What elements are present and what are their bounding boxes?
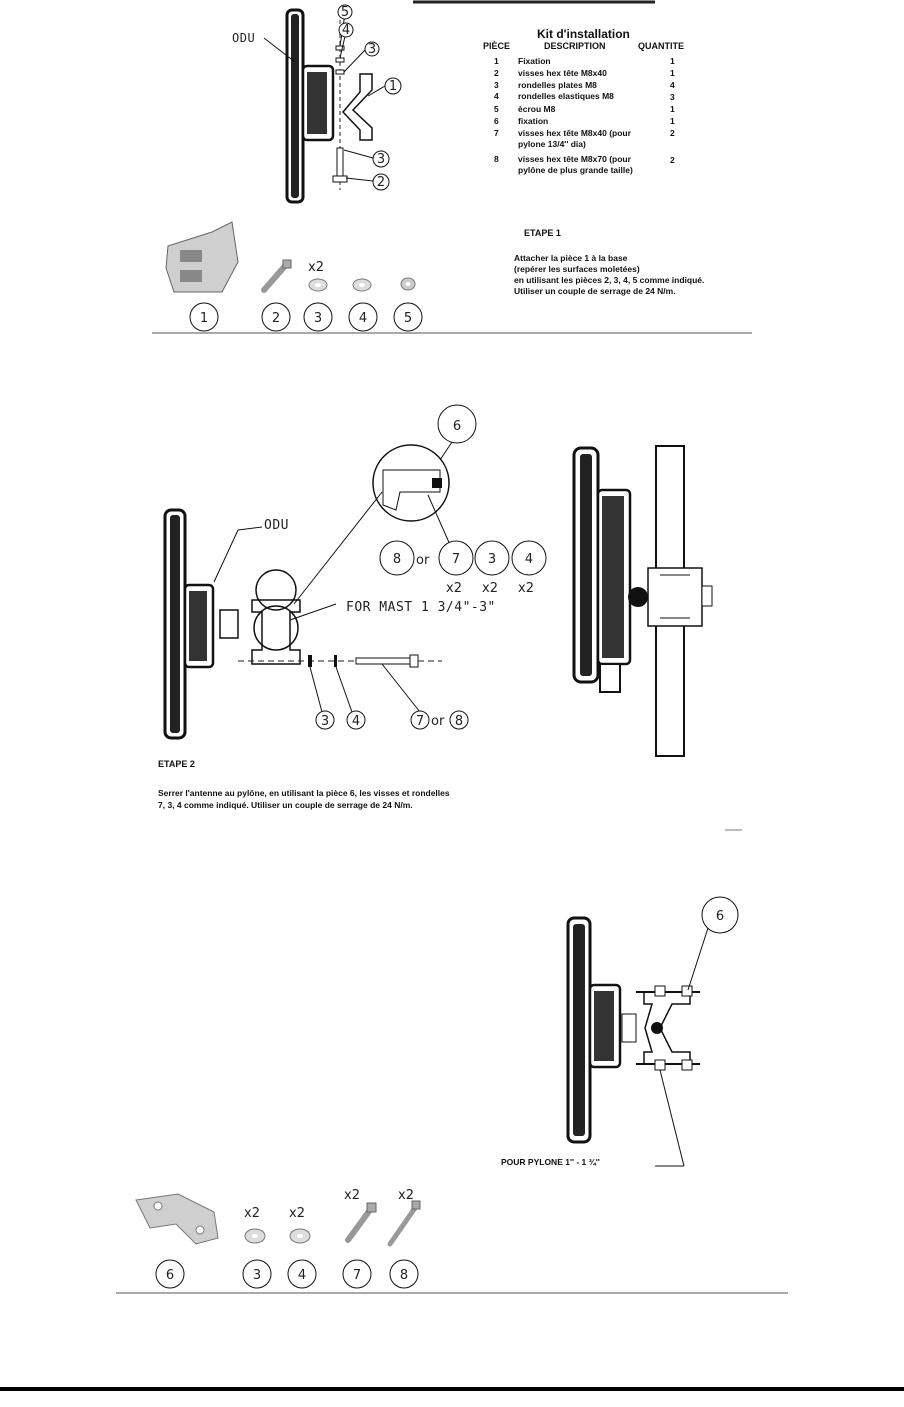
step3-part-7-number — [343, 1260, 371, 1288]
kit-row-qty: 3 — [670, 92, 675, 102]
step3-x2-b: x2 — [289, 1206, 305, 1221]
kit-row-num: 7 — [494, 128, 499, 138]
kit-row-desc: visses hex tête M8x70 (pour — [518, 154, 631, 164]
kit-row-desc: Fixation — [518, 56, 551, 66]
kit-row-qty: 2 — [670, 128, 675, 138]
kit-row-desc-cont: pylône de plus grande taille) — [518, 165, 633, 175]
kit-row-desc: visses hex tête M8x40 — [518, 68, 607, 78]
step2-title: ETAPE 2 — [158, 759, 195, 769]
step3-x2-a: x2 — [244, 1206, 260, 1221]
step2-line-1: Serrer l'antenne au pylône, en utilisant la pièce 6, les visses et rondelles — [158, 788, 450, 798]
step3-part-3-number — [243, 1260, 271, 1288]
kit-row-qty: 4 — [670, 80, 675, 90]
kit-row-num: 3 — [494, 80, 499, 90]
step3-x2-d: x2 — [398, 1188, 414, 1203]
kit-row-qty: 1 — [670, 56, 675, 66]
kit-row-num: 8 — [494, 154, 499, 164]
step3-part-8-number — [390, 1260, 418, 1288]
kit-row-qty: 1 — [670, 104, 675, 114]
svg-text:5: 5 — [403, 311, 413, 326]
step1-x2-label: x2 — [308, 260, 324, 275]
step3-caption: POUR PYLONE 1'' - 1 ¾'' — [501, 1157, 600, 1167]
kit-row-desc: ècrou M8 — [518, 104, 556, 114]
step3-callout-6 — [702, 897, 738, 933]
kit-title: Kit d'installation — [537, 27, 630, 41]
kit-row-num: 2 — [494, 68, 499, 78]
step1-line-4: Utiliser un couple de serrage de 24 N/m. — [514, 286, 676, 296]
svg-text:5: 5 — [340, 5, 350, 20]
svg-text:6: 6 — [715, 909, 725, 924]
step1-title: ETAPE 1 — [524, 228, 561, 238]
kit-row-desc: visses hex tête M8x40 (pour — [518, 128, 631, 138]
svg-text:3: 3 — [487, 552, 497, 567]
svg-text:8: 8 — [399, 1268, 409, 1283]
kit-row-desc: rondelles plates M8 — [518, 80, 597, 90]
svg-text:3: 3 — [252, 1268, 262, 1283]
svg-text:3: 3 — [376, 152, 386, 167]
svg-text:7: 7 — [415, 714, 425, 729]
svg-text:6: 6 — [452, 419, 462, 434]
svg-text:1: 1 — [388, 79, 398, 94]
step2-or-label: or — [416, 553, 430, 568]
part-4-washer-image — [290, 1229, 310, 1243]
kit-row-num: 4 — [494, 91, 499, 101]
kit-row-qty: 1 — [670, 68, 675, 78]
step2-x2-c: x2 — [518, 581, 534, 596]
kit-row-qty: 2 — [670, 155, 675, 165]
kit-header-piece: PIÈCE — [483, 41, 511, 51]
svg-text:1: 1 — [199, 311, 209, 326]
part-3-washer-image — [245, 1229, 265, 1243]
step2-odu-label: ODU — [264, 518, 289, 533]
step2-mast-label: FOR MAST 1 3/4"-3" — [346, 600, 496, 615]
part-6-bracket-image — [136, 1194, 218, 1244]
step1-line-2: (repérer les surfaces moletées) — [514, 264, 640, 274]
kit-header-quantity: QUANTITE — [638, 41, 684, 51]
step2-x2-a: x2 — [446, 581, 462, 596]
svg-text:6: 6 — [165, 1268, 175, 1283]
step3-x2-c: x2 — [344, 1188, 360, 1203]
svg-text:7: 7 — [352, 1268, 362, 1283]
step1-line-1: Attacher la pièce 1 à la base — [514, 253, 628, 263]
svg-text:7: 7 — [451, 552, 461, 567]
svg-text:4: 4 — [358, 311, 368, 326]
kit-row-num: 6 — [494, 116, 499, 126]
step3-part-4-number — [288, 1260, 316, 1288]
kit-row-desc-cont: pylone 13/4'' dia) — [518, 139, 586, 149]
kit-row-num: 5 — [494, 104, 499, 114]
svg-text:8: 8 — [454, 714, 464, 729]
svg-text:8: 8 — [392, 552, 402, 567]
svg-text:3: 3 — [320, 714, 330, 729]
kit-row-num: 1 — [494, 56, 499, 66]
part-8-bolt-image — [390, 1201, 420, 1244]
svg-text:4: 4 — [524, 552, 534, 567]
svg-text:3: 3 — [313, 311, 323, 326]
svg-text:2: 2 — [376, 175, 386, 190]
step2-x2-b: x2 — [482, 581, 498, 596]
svg-text:4: 4 — [341, 23, 351, 38]
step2-line-2: 7, 3, 4 comme indiqué. Utiliser un couple de serrage de 24 N/m. — [158, 800, 413, 810]
kit-header-description: DESCRIPTION — [544, 41, 606, 51]
step3-part-6-number — [156, 1260, 184, 1288]
svg-text:4: 4 — [351, 714, 361, 729]
svg-text:4: 4 — [297, 1268, 307, 1283]
kit-row-desc: fixation — [518, 116, 549, 126]
svg-text:3: 3 — [367, 42, 377, 57]
step1-odu-label: ODU — [232, 31, 256, 45]
step1-line-3: en utilisant les pièces 2, 3, 4, 5 comme indiqué. — [514, 275, 705, 285]
step2-bottom-or: or — [431, 714, 445, 729]
kit-row-desc: rondelles elastiques M8 — [518, 91, 614, 101]
kit-row-qty: 1 — [670, 116, 675, 126]
part-7-bolt-image — [348, 1203, 376, 1240]
svg-text:2: 2 — [271, 311, 281, 326]
